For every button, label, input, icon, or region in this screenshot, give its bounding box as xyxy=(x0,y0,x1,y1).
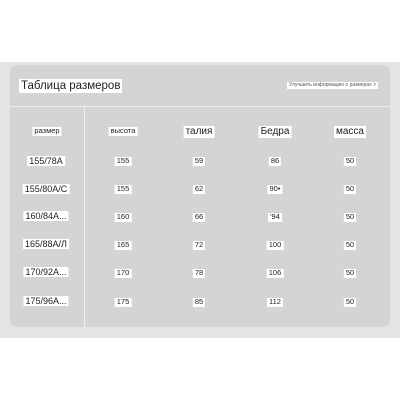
waist-cell: 59 xyxy=(194,156,204,165)
mass-cell: 50 xyxy=(345,184,355,193)
improve-size-info-link[interactable]: Улучшить информацию о размерах > xyxy=(289,82,376,88)
column-header-mass: масса xyxy=(336,126,364,137)
size-cell: 155/80A/C xyxy=(24,184,68,194)
waist-cell: 85 xyxy=(194,297,204,306)
hips-cell: 112 xyxy=(269,297,281,306)
size-cell: 170/92A... xyxy=(25,267,67,277)
height-cell: 155 xyxy=(116,184,130,193)
height-cell: 175 xyxy=(116,297,130,306)
hips-cell: 106 xyxy=(268,268,282,277)
height-cell: 155 xyxy=(116,156,130,165)
size-chart-header xyxy=(10,65,390,107)
hips-cell: '94 xyxy=(270,212,280,221)
waist-cell: 66 xyxy=(194,212,204,221)
size-chart-card xyxy=(10,65,390,327)
height-cell: 160 xyxy=(116,212,130,221)
hips-cell: 90• xyxy=(269,184,281,193)
column-header-height: высота xyxy=(110,126,136,135)
waist-cell: 72 xyxy=(194,240,204,249)
height-cell: 165 xyxy=(116,240,130,249)
mass-cell: 50 xyxy=(345,156,355,165)
size-cell: 175/96A... xyxy=(25,296,67,306)
size-chart-title: Таблица размеров xyxy=(21,80,121,92)
column-divider xyxy=(84,107,85,327)
size-cell: 160/84A... xyxy=(25,211,67,221)
height-cell: 170 xyxy=(116,268,130,277)
hips-cell: 100 xyxy=(268,240,282,249)
page-background xyxy=(0,62,400,338)
size-cell: 155/78А xyxy=(29,156,63,166)
column-header-hips: Бедра xyxy=(260,126,290,137)
column-header-size: размер xyxy=(34,126,60,135)
size-cell: 165/88А/Л xyxy=(25,239,67,249)
mass-cell: 50 xyxy=(345,297,355,306)
waist-cell: 78 xyxy=(194,268,204,277)
hips-cell: 86 xyxy=(270,156,280,165)
mass-cell: 50 xyxy=(345,212,355,221)
column-header-waist: талия xyxy=(185,126,213,137)
mass-cell: 50 xyxy=(345,240,355,249)
mass-cell: 50 xyxy=(345,268,355,277)
waist-cell: 62 xyxy=(194,184,204,193)
